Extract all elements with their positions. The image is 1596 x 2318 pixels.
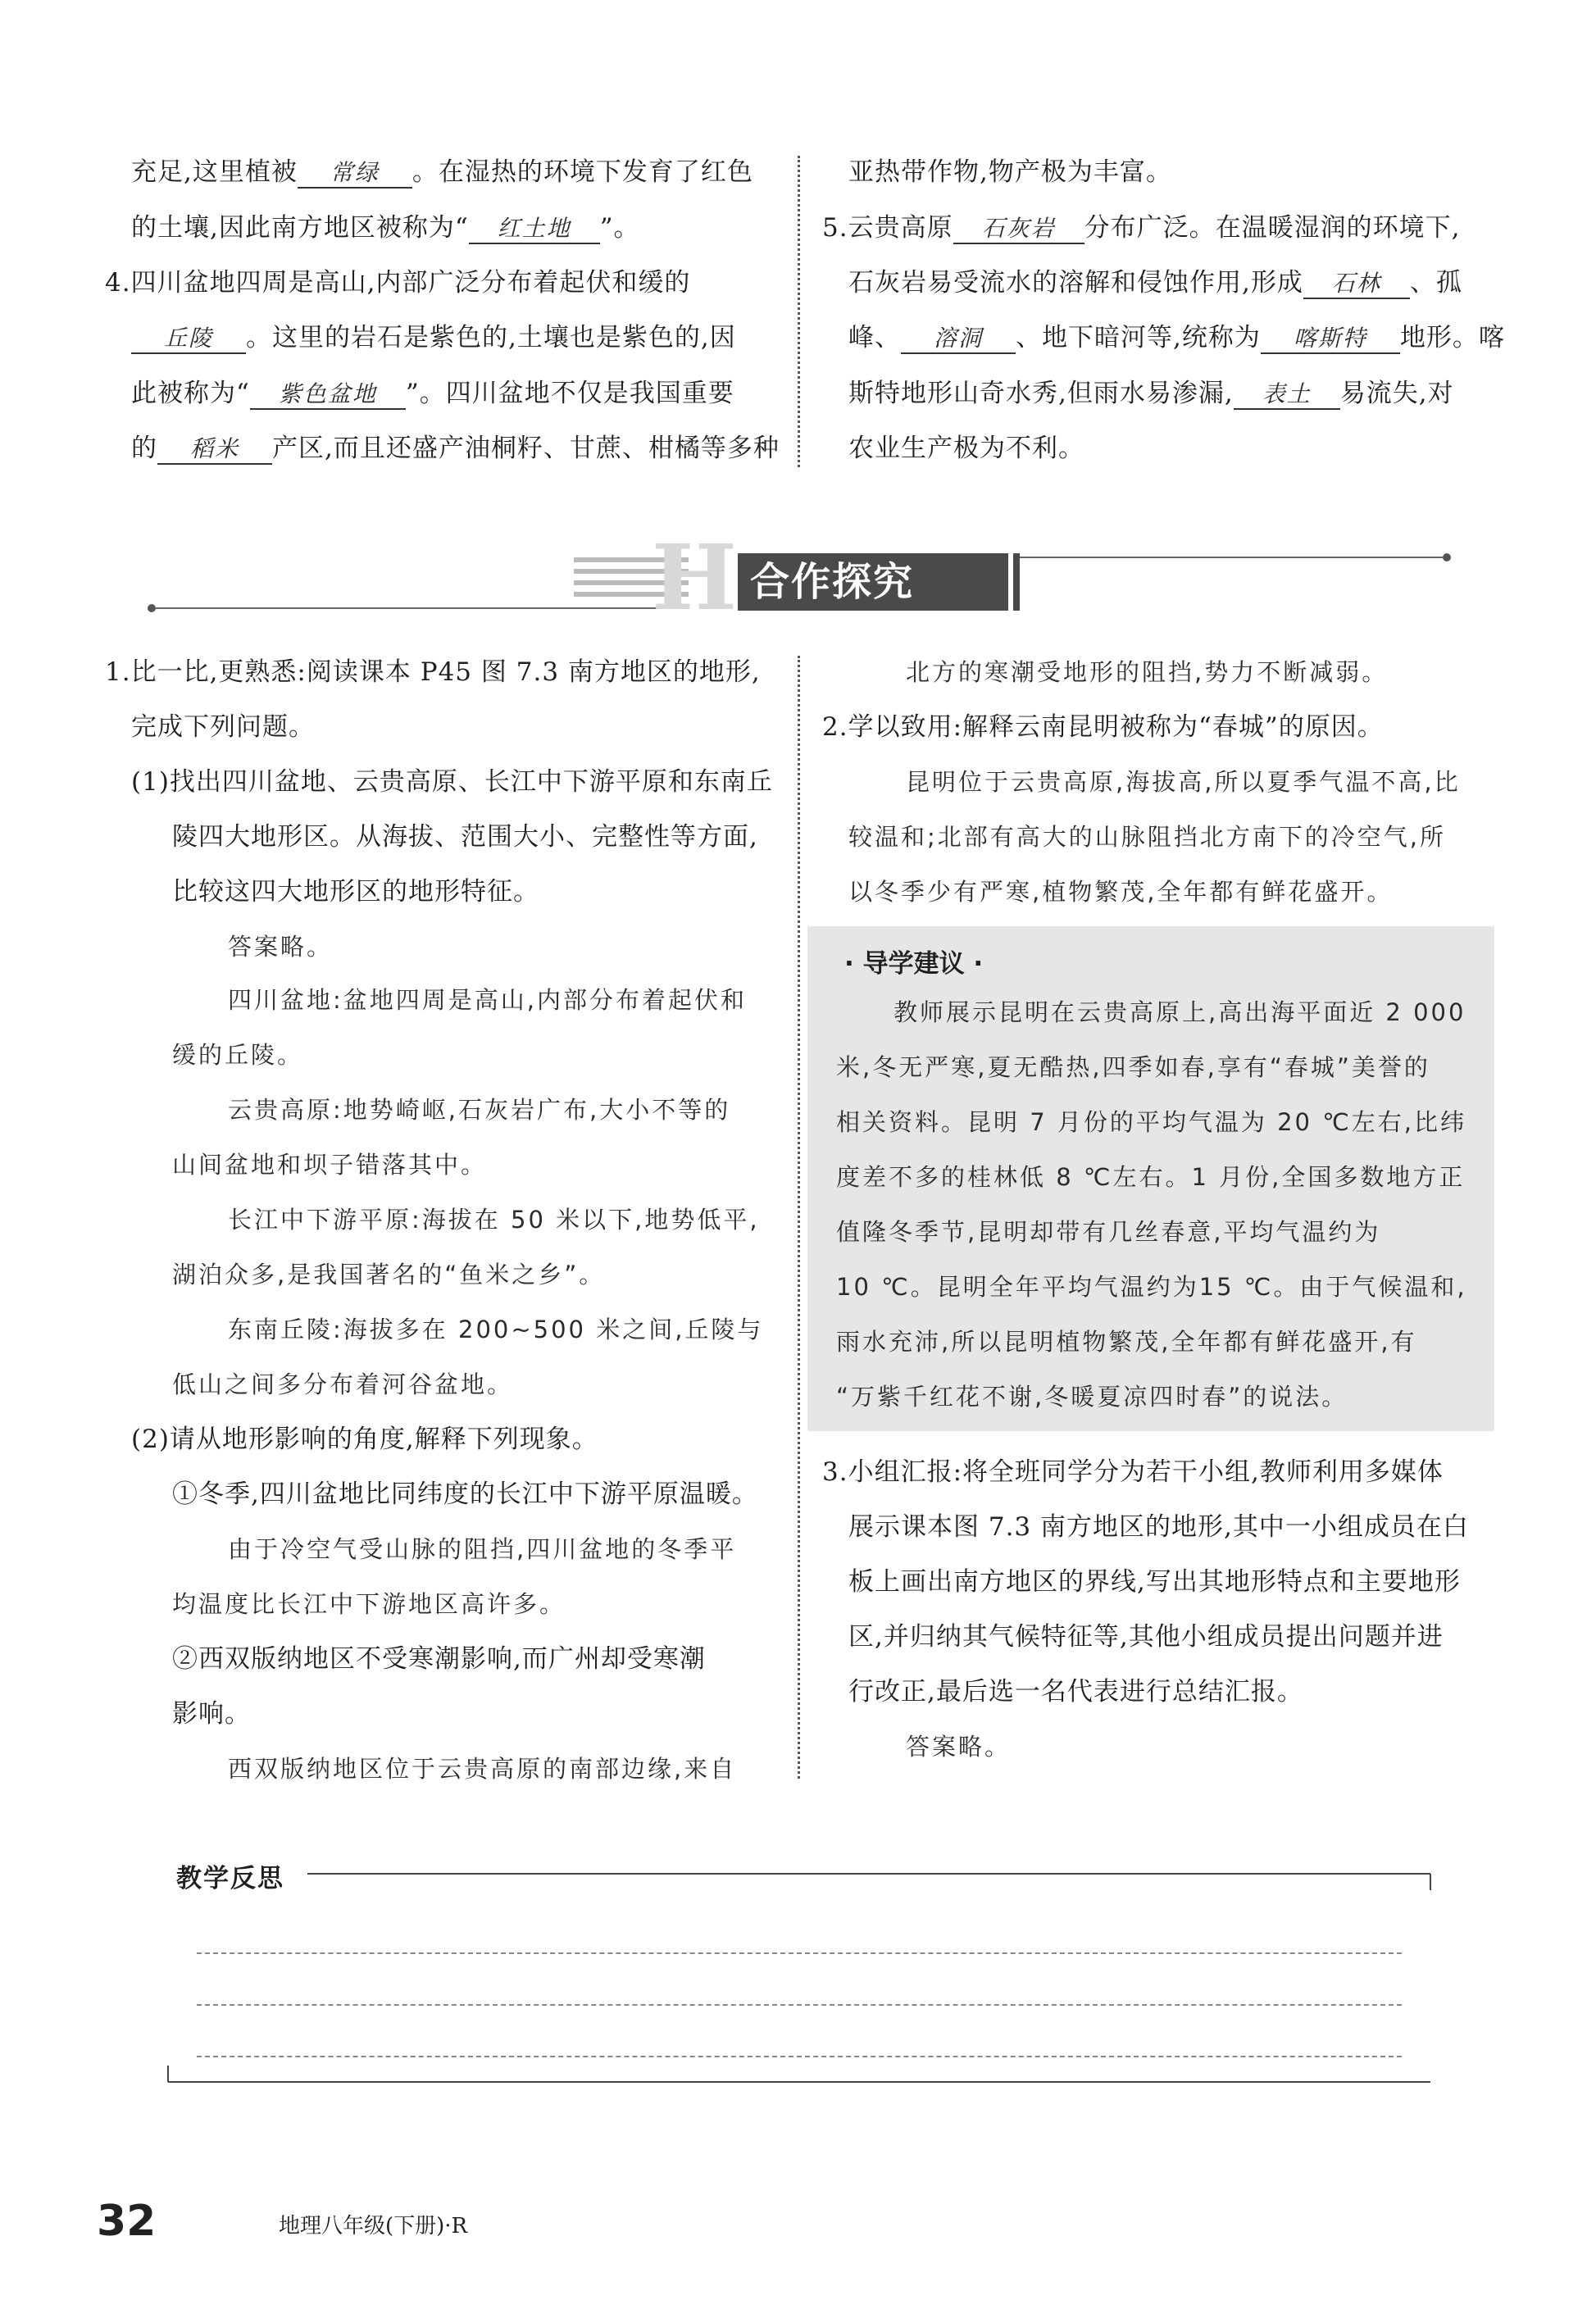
top-right-line-6: 农业生产极为不利。 — [848, 434, 1084, 463]
answer-blank: 溶洞 — [901, 325, 1016, 354]
q1-2b-line-2: 影响。 — [172, 1699, 251, 1729]
q1-2a-line: ①冬季,四川盆地比同纬度的长江中下游平原温暖。 — [172, 1479, 758, 1509]
answer-text: 答案略。 — [228, 933, 334, 961]
q1-line-2: 完成下列问题。 — [131, 712, 315, 742]
answer-text: 答案略。 — [906, 1733, 1012, 1761]
reflection-frame — [0, 1844, 1596, 2107]
q3-line-5: 行改正,最后选一名代表进行总结汇报。 — [848, 1677, 1303, 1707]
answer-text: 以冬季少有严寒,植物繁茂,全年都有鲜花盛开。 — [848, 878, 1394, 906]
answer-text: 缓的丘陵。 — [172, 1041, 304, 1069]
guide-text: 米,冬无严寒,夏无酷热,四季如春,享有“春城”美誉的 — [836, 1053, 1430, 1081]
answer-blank: 石灰岩 — [953, 215, 1084, 244]
q1-line-1: 1.比一比,更熟悉:阅读课本 P45 图 7.3 南方地区的地形, — [105, 657, 761, 687]
footer-book-title: 地理八年级(下册)·R — [279, 2214, 468, 2238]
guide-text: 雨水充沛,所以昆明植物繁茂,全年都有鲜花盛开,有 — [836, 1328, 1417, 1356]
q1-2-line: (2)请从地形影响的角度,解释下列现象。 — [131, 1425, 598, 1454]
top-right-line-3: 石灰岩易受流水的溶解和侵蚀作用,形成 石林 、孤 — [848, 268, 1462, 298]
answer-text: 较温和;北部有高大的山脉阻挡北方南下的冷空气,所 — [848, 823, 1446, 851]
answer-blank: 石林 — [1303, 270, 1410, 299]
answer-text: 低山之间多分布着河谷盆地。 — [172, 1370, 514, 1398]
guide-text: 教师展示昆明在云贵高原上,高出海平面近 2 000 — [893, 998, 1466, 1026]
guide-text: “万紫千红花不谢,冬暖夏凉四时春”的说法。 — [836, 1383, 1348, 1411]
reflection-title: 教学反思 — [176, 1864, 284, 1893]
header-end-bar — [1013, 553, 1020, 611]
guide-text: 值隆冬季节,昆明却带有几丝春意,平均气温约为 — [836, 1218, 1381, 1246]
reflection-writing-line — [197, 2004, 1402, 2006]
answer-text: 东南丘陵:海拔多在 200~500 米之间,丘陵与 — [228, 1316, 764, 1343]
q1-1-line-3: 比较这四大地形区的地形特征。 — [172, 877, 539, 907]
top-right-line-1: 亚热带作物,物产极为丰富。 — [848, 157, 1172, 187]
header-rule-dot — [1443, 553, 1451, 561]
answer-blank: 红土地 — [469, 215, 600, 244]
top-right-line-4: 峰、 溶洞 、地下暗河等,统称为 喀斯特 地形。喀 — [848, 323, 1505, 352]
q3-line-2: 展示课本图 7.3 南方地区的地形,其中一小组成员在白 — [848, 1512, 1469, 1542]
guide-text: 相关资料。昆明 7 月份的平均气温为 20 ℃左右,比纬 — [836, 1108, 1467, 1136]
page-number: 32 — [97, 2197, 157, 2246]
answer-text: 西双版纳地区位于云贵高原的南部边缘,来自 — [228, 1755, 737, 1783]
answer-text: 山间盆地和坝子错落其中。 — [172, 1151, 488, 1179]
answer-blank: 常绿 — [298, 159, 412, 189]
top-left-line-4: 丘陵 。这里的岩石是紫色的,土壤也是紫色的,因 — [131, 321, 736, 354]
column-divider — [798, 156, 800, 467]
section-letter: H — [652, 525, 737, 630]
top-right-line-2: 5.云贵高原 石灰岩 分布广泛。在温暖湿润的环境下, — [822, 213, 1461, 243]
answer-text: 由于冷空气受山脉的阻挡,四川盆地的冬季平 — [228, 1535, 737, 1563]
answer-text: 长江中下游平原:海拔在 50 米以下,地势低平, — [228, 1206, 760, 1234]
column-divider — [798, 656, 800, 1779]
top-right-line-5: 斯特地形山奇水秀,但雨水易渗漏, 表土 易流失,对 — [848, 379, 1454, 408]
answer-text: 均温度比长江中下游地区高许多。 — [172, 1590, 566, 1618]
q1-1-line-1: (1)找出四川盆地、云贵高原、长江中下游平原和东南丘 — [131, 767, 773, 797]
top-left-line-5: 此被称为“ 紫色盆地 ”。四川盆地不仅是我国重要 — [131, 379, 734, 408]
reflection-writing-line — [197, 1952, 1402, 1954]
top-left-line-6: 的 稻米 产区,而且还盛产油桐籽、甘蔗、柑橘等多种 — [131, 434, 780, 463]
answer-text: 湖泊众多,是我国著名的“鱼米之乡”。 — [172, 1261, 606, 1289]
guide-text: 度差不多的桂林低 8 ℃左右。1 月份,全国多数地方正 — [836, 1163, 1466, 1191]
answer-text: 北方的寒潮受地形的阻挡,势力不断减弱。 — [906, 658, 1389, 686]
section-title: 合作探究 — [750, 559, 915, 605]
q2-line: 2.学以致用:解释云南昆明被称为“春城”的原因。 — [822, 712, 1384, 742]
reflection-writing-line — [197, 2056, 1402, 2057]
answer-text: 四川盆地:盆地四周是高山,内部分布着起伏和 — [228, 986, 747, 1014]
header-rule-dot — [148, 604, 156, 612]
answer-blank: 表土 — [1234, 380, 1340, 410]
guide-title: · 导学建议 · — [844, 949, 984, 979]
q1-1-line-2: 陵四大地形区。从海拔、范围大小、完整性等方面, — [172, 822, 758, 852]
guide-text: 10 ℃。昆明全年平均气温约为15 ℃。由于气候温和, — [836, 1273, 1467, 1301]
top-left-line-3: 4.四川盆地四周是高山,内部广泛分布着起伏和缓的 — [105, 268, 691, 298]
top-left-line-2: 的土壤,因此南方地区被称为“ 红土地 ”。 — [131, 213, 640, 243]
q1-2b-line-1: ②西双版纳地区不受寒潮影响,而广州却受寒潮 — [172, 1644, 706, 1674]
q3-line-3: 板上画出南方地区的界线,写出其地形特点和主要地形 — [848, 1567, 1461, 1597]
q3-line-1: 3.小组汇报:将全班同学分为若干小组,教师利用多媒体 — [822, 1457, 1444, 1487]
q3-line-4: 区,并归纳其气候特征等,其他小组成员提出问题并进 — [848, 1622, 1444, 1652]
answer-blank: 稻米 — [157, 435, 272, 465]
answer-blank: 紫色盆地 — [250, 380, 406, 410]
answer-text: 昆明位于云贵高原,海拔高,所以夏季气温不高,比 — [906, 768, 1461, 796]
answer-blank: 丘陵 — [131, 325, 246, 354]
top-left-line-1: 充足,这里植被 常绿 。在湿热的环境下发育了红色 — [131, 157, 753, 187]
answer-blank: 喀斯特 — [1261, 325, 1400, 354]
answer-text: 云贵高原:地势崎岖,石灰岩广布,大小不等的 — [228, 1096, 731, 1124]
